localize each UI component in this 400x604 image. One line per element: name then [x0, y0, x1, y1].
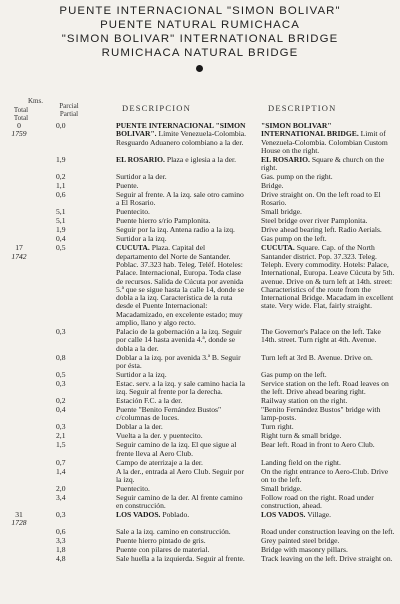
- total-km: [0, 468, 34, 485]
- description-text: Turn right.: [261, 422, 294, 432]
- partial-km: 0,5: [56, 243, 66, 253]
- descripcion-text: Vuelta a la der. y puentecito.: [116, 431, 203, 441]
- header-total: Total Total: [13, 106, 29, 122]
- total-km: [0, 122, 34, 155]
- descripcion-text: Plaza. Capital del departamento del Norte de Santander. Poblac. 37.323 hab. Teleg. Teléf. Hoteles: Palace. Internacional, Europa. Toda clase de recursos. Salida de Cúcuta por avenida 5.ª que se sigue hasta la calle 14, donde se dobla a la izq. Característica de la ruta desde el Puente Internacional: Macadamizado, en excelente estado; muy amplio, llano y algo recto.: [116, 243, 244, 328]
- descripcion-es: [94, 191, 247, 208]
- partial-km: 0,3: [56, 510, 66, 520]
- place-name: "SIMON BOLIVAR" INTERNATIONAL BRIDGE.: [261, 121, 359, 139]
- partial-km: 1,1: [56, 181, 66, 191]
- descripcion-es: [94, 328, 247, 353]
- description-text: Landing field on the right.: [261, 457, 341, 467]
- descripcion-text: Surtidor a la izq.: [116, 234, 167, 244]
- place-name: PUENTE INTERNACIONAL "SIMON BOLIVAR".: [116, 121, 246, 139]
- partial-km: 1,9: [56, 154, 66, 164]
- descripcion-es: [94, 122, 247, 155]
- descripcion-text: Palacio de la gobernación a la izq. Seguir por calle 14 hasta avenida 4.ª, donde se dobla a la der.: [116, 327, 242, 353]
- title-line: PUENTE INTERNACIONAL "SIMON BOLIVAR": [59, 5, 341, 17]
- description-en: [247, 494, 397, 511]
- descripcion-es: [94, 354, 247, 371]
- description-text: On the right entrance to Aero-Club. Drive on to the left.: [261, 466, 389, 484]
- table-row: [0, 468, 400, 485]
- descripcion-text: Plaza e iglesia a la der.: [164, 154, 237, 164]
- partial-km: 1,8: [56, 545, 66, 555]
- partial-km: 2,1: [56, 431, 66, 441]
- total-km: [0, 441, 34, 458]
- place-name: EL ROSARIO.: [116, 154, 165, 164]
- description-text: Village.: [305, 510, 332, 520]
- partial-km: 0,7: [56, 457, 66, 467]
- total-km: [0, 406, 34, 423]
- description-text: Bridge.: [261, 181, 284, 191]
- partial-km: 0,5: [56, 369, 66, 379]
- altitude-value: 1728: [11, 518, 27, 528]
- descripcion-text: A la der., entrada al Aero Club. Seguir por la izq.: [116, 466, 245, 484]
- total-km: [0, 537, 34, 545]
- description-text: Square. Cap. of the North Santander district. Pop. 37.323. Teleg. Teleph. Every commodity. Hotels: Palace, International, Europa. Leave Cúcuta by 5th. avenue. Drive on & turn left at 14th. street: Characteristics of the route from the International Bridge. Macadam in excellent state. Very wide. Flat, fairly straight.: [261, 243, 395, 311]
- partial-km: 3,4: [56, 492, 66, 502]
- partial-km: 0,3: [56, 327, 66, 336]
- descripcion-text: Puente.: [116, 181, 139, 191]
- table-row: [0, 441, 400, 458]
- title-line: "SIMON BOLIVAR" INTERNATIONAL BRIDGE: [61, 33, 339, 45]
- total-km: [0, 528, 34, 536]
- partial-km: 0,4: [56, 234, 66, 244]
- total-km: [0, 191, 34, 208]
- table-row: [0, 122, 400, 155]
- description-en: [247, 406, 397, 423]
- partial-km: 3,3: [56, 536, 66, 546]
- header-kms: Kms.: [28, 97, 43, 105]
- total-km: [0, 423, 34, 431]
- descripcion-text: Poblado.: [160, 510, 190, 520]
- total-km: [0, 182, 34, 190]
- altitude-value: 1759: [11, 129, 27, 139]
- description-text: Steel bridge over river Pamplonita.: [261, 216, 368, 226]
- description-en: [247, 328, 397, 353]
- description-text: Turn left at 3rd B. Avenue. Drive on.: [261, 352, 373, 362]
- description-text: Gas pump on the left.: [261, 234, 327, 244]
- description-text: "Benito Fernández Bustos" bridge with lamp-posts.: [261, 405, 381, 423]
- description-en: [247, 380, 397, 397]
- title-line: RUMICHACA NATURAL BRIDGE: [101, 47, 299, 59]
- partial-km: 0,4: [56, 405, 66, 415]
- total-km: [0, 217, 34, 225]
- total-km: [0, 380, 34, 397]
- descripcion-text: Seguir por la izq. Antena radio a la izq.: [116, 225, 235, 235]
- descripcion-es: [94, 406, 247, 423]
- description-en: [247, 122, 397, 155]
- total-km: [0, 485, 34, 493]
- table-row: [0, 328, 400, 353]
- descripcion-text: Límite Venezuela-Colombia. Resguardo Aduanero colombiano a la der.: [116, 129, 247, 147]
- description-text: Square & church on the right.: [261, 154, 384, 173]
- table-row: [0, 555, 400, 563]
- table-row: [0, 494, 400, 511]
- title-block: [0, 4, 400, 60]
- description-text: Track leaving on the left. Drive straight on.: [261, 554, 393, 564]
- descripcion-text: Campo de aterrizaje a la der.: [116, 457, 203, 467]
- description-text: Bridge with masonry pillars.: [261, 545, 348, 555]
- description-text: Drive straight on. On the left road to El Rosario.: [261, 190, 381, 208]
- descripcion-text: Surtidor a la der.: [116, 172, 167, 182]
- description-text: Gas. pump on the right.: [261, 172, 333, 182]
- total-km: [0, 371, 34, 379]
- partial-km: 5,1: [56, 216, 66, 226]
- descripcion-text: Puente "Benito Fernández Bustos" c/columnas de luces.: [116, 405, 222, 423]
- table-row: [0, 191, 400, 208]
- description-en: [247, 191, 397, 208]
- descripcion-text: Estación F.C. a la der.: [116, 396, 183, 406]
- partial-km: 1,4: [56, 466, 66, 476]
- partial-km: 0,3: [56, 378, 66, 388]
- total-km: [0, 226, 34, 234]
- partial-km: 0,8: [56, 352, 66, 362]
- descripcion-es: [94, 494, 247, 511]
- description-text: Grey painted steel bridge.: [261, 536, 340, 546]
- total-km-value: 17: [15, 243, 23, 253]
- place-name: CUCUTA.: [116, 243, 150, 253]
- partial-km: 0,3: [56, 422, 66, 432]
- title-line: PUENTE NATURAL RUMICHACA: [100, 19, 300, 31]
- partial-km: 5,1: [56, 207, 66, 217]
- description-en: [247, 441, 397, 458]
- total-km: [0, 494, 34, 511]
- total-km: [0, 555, 34, 563]
- total-km: [0, 156, 34, 173]
- description-text: Right turn & small bridge.: [261, 431, 342, 441]
- header-parcial: Parcial Partial: [59, 102, 79, 118]
- place-name: EL ROSARIO.: [261, 154, 310, 164]
- descripcion-es: [94, 244, 247, 327]
- table-row: [0, 244, 400, 327]
- total-km-value: 31: [15, 510, 23, 520]
- description-text: Gas pump on the left.: [261, 369, 327, 379]
- total-km: [0, 173, 34, 181]
- table-row: [0, 511, 400, 528]
- partial-km: 0,6: [56, 527, 66, 537]
- partial-km: 1,5: [56, 440, 66, 450]
- altitude-value: 1742: [11, 251, 27, 261]
- partial-km: 2,0: [56, 483, 66, 493]
- description-en: [247, 511, 397, 528]
- total-km: [0, 432, 34, 440]
- description-text: The Governor's Palace on the left. Take 14th. street. Turn right at 4th. Avenue.: [261, 327, 381, 345]
- partial-km: 0,2: [56, 396, 66, 406]
- total-km: [0, 208, 34, 216]
- place-name: LOS VADOS.: [261, 510, 306, 520]
- header-description: DESCRIPTION: [268, 103, 337, 113]
- description-en: [247, 354, 397, 371]
- place-name: LOS VADOS.: [116, 510, 161, 520]
- table-row: [0, 354, 400, 371]
- descripcion-text: Seguir camino de la izq. El que sigue al frente lleva al Aero Club.: [116, 440, 237, 458]
- description-text: Limit of Venezuela-Colombia. Colombian Custom House on the right.: [261, 129, 388, 155]
- total-km: [0, 328, 34, 353]
- descripcion-es: [94, 555, 247, 563]
- descripcion-text: Doblar a la izq. por avenida 3.ª B. Seguir por ésta.: [116, 352, 241, 370]
- partial-km: 1,9: [56, 225, 66, 235]
- descripcion-es: [94, 380, 247, 397]
- table-row: [0, 406, 400, 423]
- descripcion-es: [94, 511, 247, 528]
- description-text: Drive ahead bearing left. Radio Aerials.: [261, 225, 382, 235]
- descripcion-es: [94, 441, 247, 458]
- bullet-dot: [196, 65, 203, 72]
- partial-km: 0,6: [56, 190, 66, 200]
- description-en: [247, 244, 397, 327]
- description-text: Road under construction leaving on the left.: [261, 527, 395, 537]
- partial-km: 4,8: [56, 554, 66, 564]
- descripcion-text: Puentecito.: [116, 483, 150, 493]
- table-row: [0, 156, 400, 173]
- total-km: [0, 459, 34, 467]
- description-text: Service station on the left. Road leaves on the left. Drive ahead bearing right.: [261, 378, 389, 397]
- description-text: Small bridge.: [261, 483, 302, 493]
- total-km: [0, 397, 34, 405]
- descripcion-text: Puente hierro s/río Pamplonita.: [116, 216, 211, 226]
- descripcion-text: Sale huella a la izquierda. Seguir al frente.: [116, 554, 245, 564]
- partial-km: 0,2: [56, 172, 66, 182]
- total-km-value: 0: [17, 121, 21, 130]
- total-km: [0, 354, 34, 371]
- total-km: [0, 511, 34, 528]
- header-descripcion: DESCRIPCION: [122, 103, 191, 113]
- description-en: [247, 468, 397, 485]
- descripcion-text: Doblar a la der.: [116, 422, 163, 432]
- description-en: [247, 156, 397, 173]
- total-km: [0, 244, 34, 327]
- descripcion-text: Surtidor a la izq.: [116, 369, 167, 379]
- itinerary-table: [0, 122, 400, 564]
- partial-km: 0,0: [56, 121, 66, 130]
- description-text: Bear left. Road in front to Aero Club.: [261, 440, 375, 450]
- descripcion-text: Puente hierro pintado de gris.: [116, 536, 206, 546]
- descripcion-es: [94, 156, 247, 173]
- description-en: [247, 555, 397, 563]
- descripcion-text: Puentecito.: [116, 207, 150, 217]
- descripcion-text: Seguir camino de la der. Al frente camino en construcción.: [116, 492, 243, 511]
- description-text: Small bridge.: [261, 207, 302, 217]
- descripcion-text: Estac. serv. a la izq. y sale camino hacia la izq. Seguir al frente por la derecha.: [116, 378, 245, 397]
- descripcion-es: [94, 468, 247, 485]
- total-km: [0, 546, 34, 554]
- descripcion-text: Sale a la izq. camino en construcción.: [116, 527, 231, 537]
- description-text: Follow road on the right. Road under construction, ahead.: [261, 492, 374, 511]
- description-text: Railway station on the right.: [261, 396, 348, 406]
- descripcion-text: Seguir al frente. A la izq. sale otro camino a El Rosario.: [116, 190, 244, 208]
- table-row: [0, 380, 400, 397]
- descripcion-text: Puente con pilares de material.: [116, 545, 210, 555]
- place-name: CUCUTA.: [261, 243, 295, 253]
